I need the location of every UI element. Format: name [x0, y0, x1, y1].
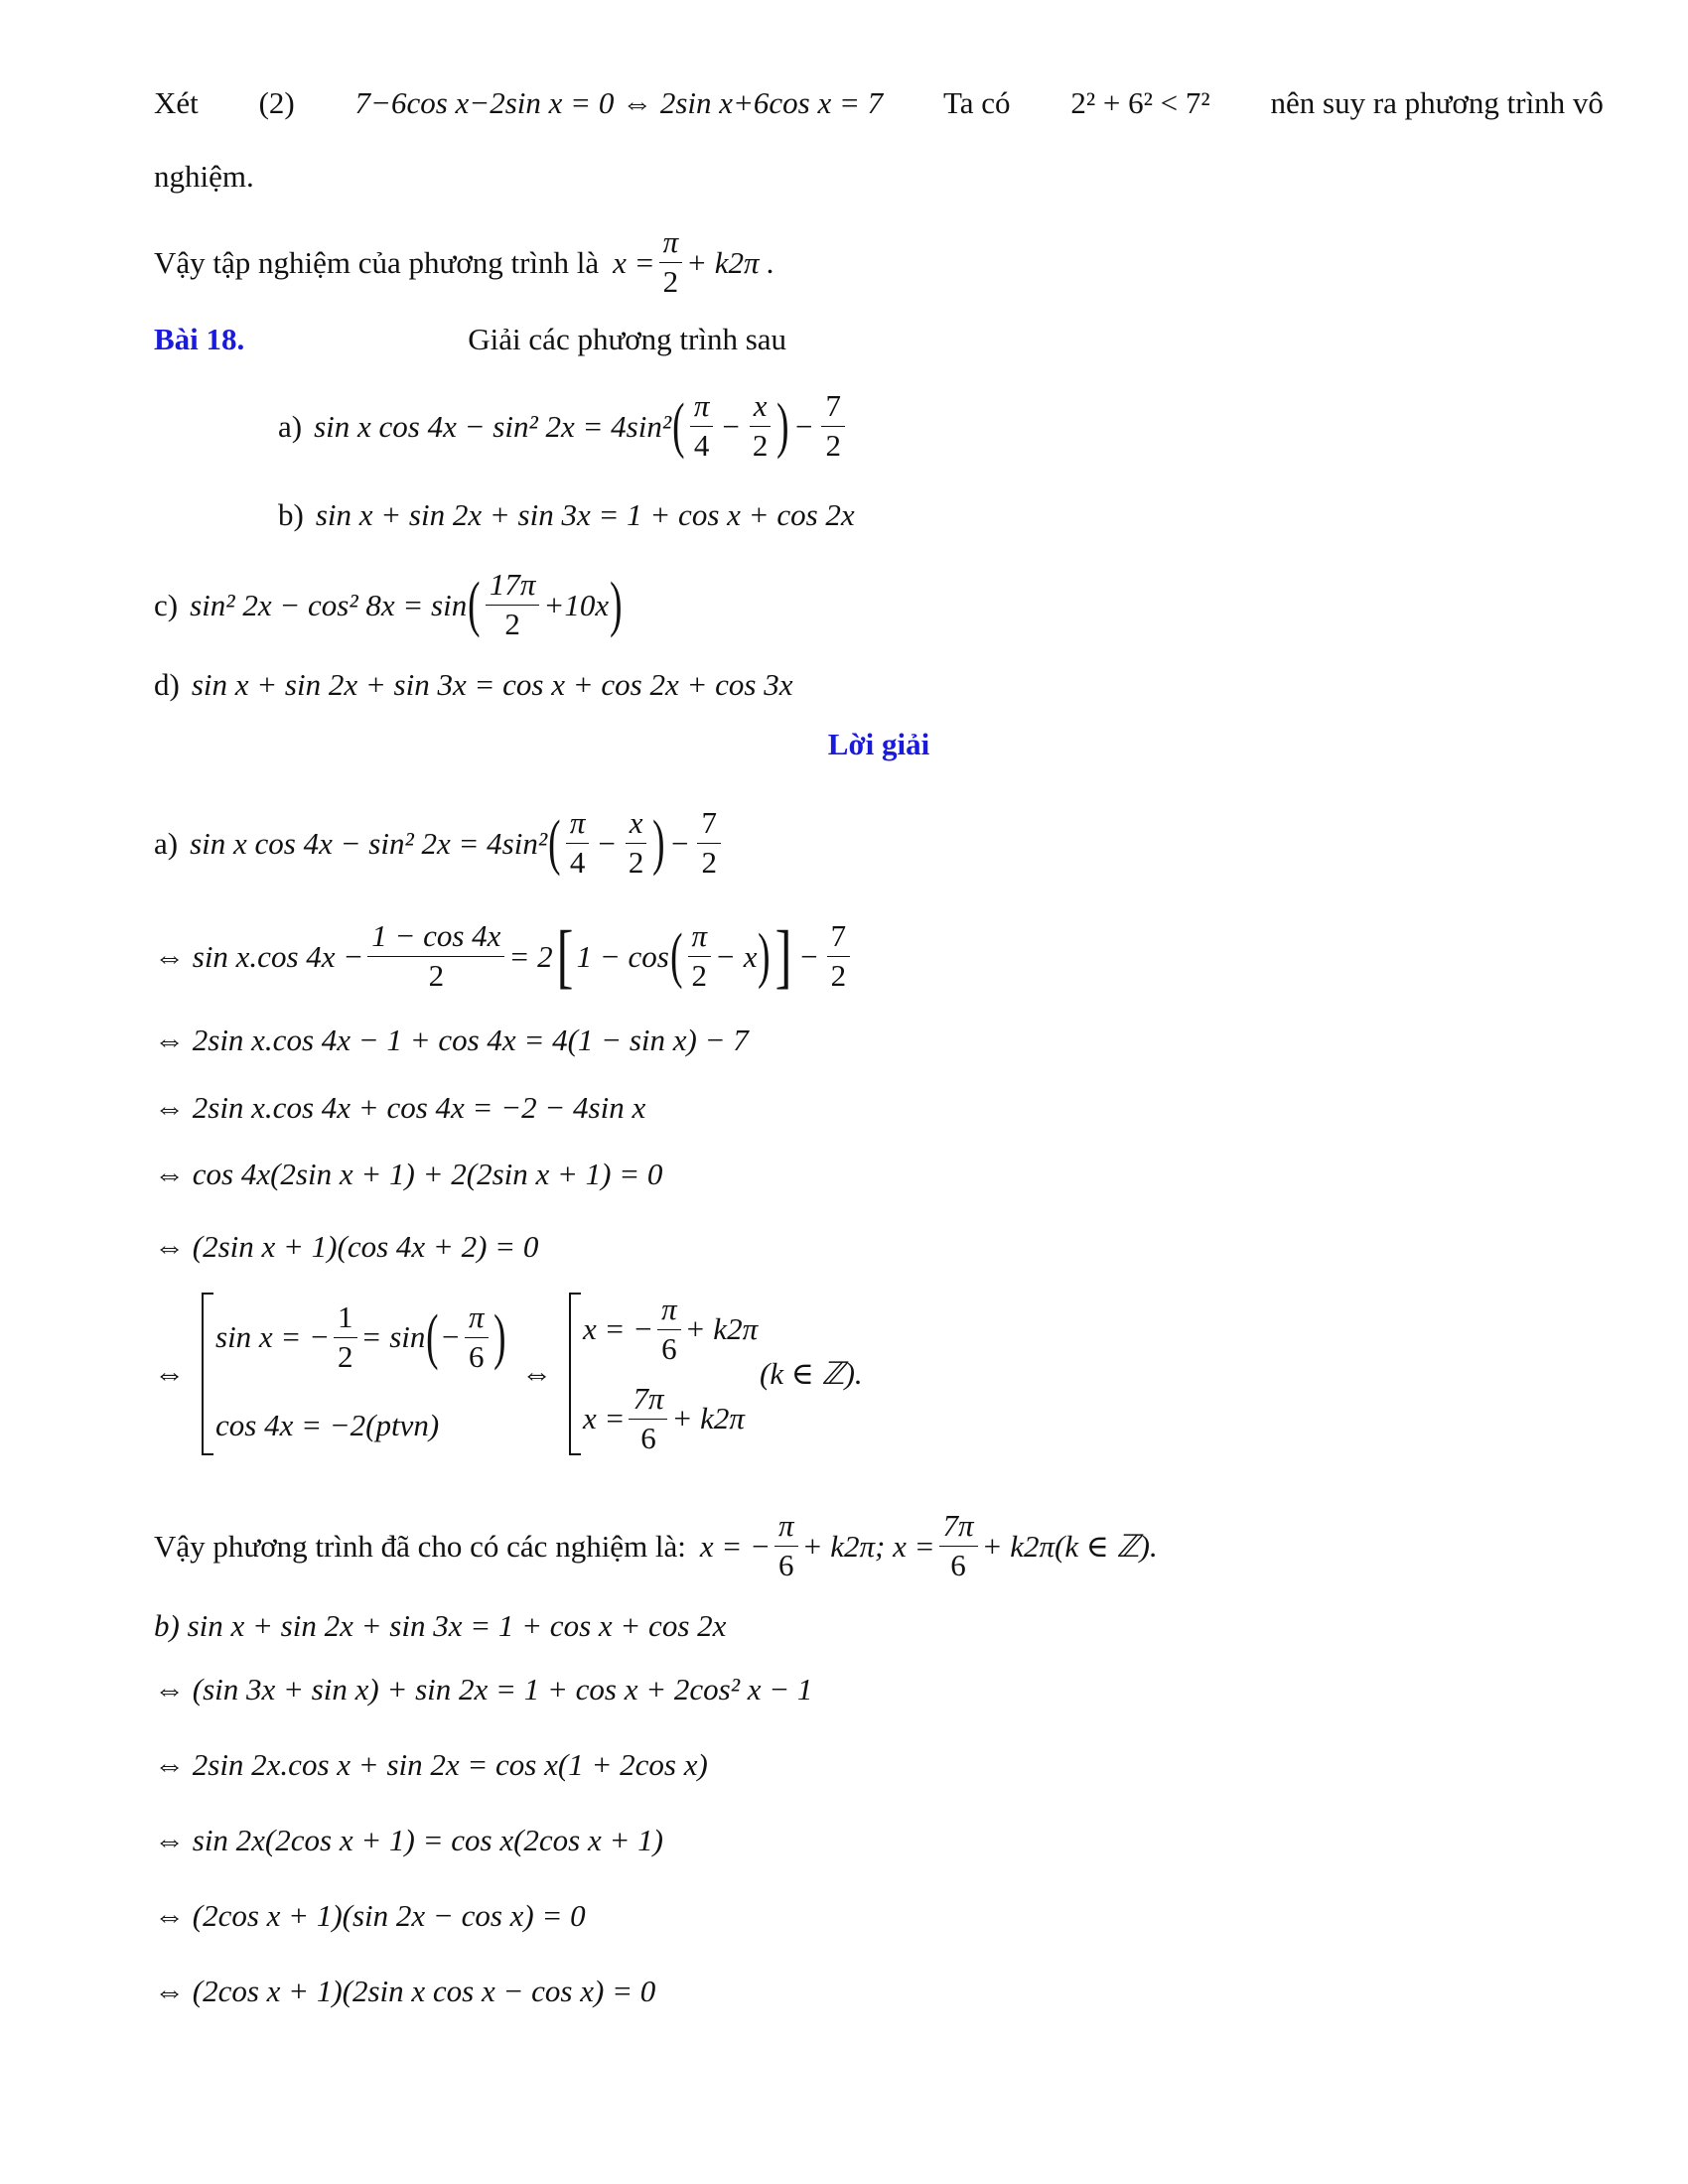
system2-row1: [583, 1291, 758, 1369]
solution-a-step-4: [154, 1159, 662, 1189]
frac-den: 6: [950, 1547, 966, 1582]
frac-num: π: [688, 917, 712, 957]
line-bai-18: [154, 324, 786, 354]
frac-den: 2: [428, 957, 445, 993]
loi-giai: Lời giải: [827, 727, 930, 761]
frac-den: 2: [830, 957, 847, 993]
equation-label: (2): [258, 85, 295, 120]
frac-num: 7: [827, 917, 851, 957]
close-paren: ): [652, 809, 665, 878]
frac-pi-6: [465, 1298, 489, 1377]
frac-den: 6: [640, 1420, 656, 1455]
row-left: x =: [583, 1401, 626, 1436]
equiv-arrow-2: ⇔: [521, 1356, 552, 1391]
frac-pi-6: [774, 1507, 798, 1585]
frac-num: π: [657, 1291, 681, 1330]
frac-x-2: [625, 804, 648, 883]
problem-c-left: sin² 2x − cos² 8x = sin: [190, 587, 468, 622]
frac-den: 2: [338, 1338, 353, 1374]
frac-num: π: [465, 1298, 489, 1338]
bai-title: Giải các phương trình sau: [468, 322, 787, 356]
solution-system: [154, 1291, 909, 1459]
step1-left: ⇔ sin x.cos 4x −: [154, 938, 364, 974]
frac-num: π: [659, 223, 683, 263]
system1-row2: [215, 1408, 439, 1443]
system-bracket-2: [569, 1293, 581, 1455]
problem-b-eq: sin x + sin 2x + sin 3x = 1 + cos x + cos 2x: [315, 497, 855, 532]
ta-co: Ta có: [943, 85, 1011, 120]
frac-7-2: [821, 387, 845, 466]
close-bracket: ]: [774, 916, 792, 997]
line-tap-nghiem: [154, 223, 774, 302]
b-step-1: ⇔ (sin 3x + sin x) + sin 2x = 1 + cos x + 2cos² x − 1: [154, 1672, 813, 1706]
solution-b-3: [154, 1825, 663, 1855]
frac-num: π: [690, 387, 714, 427]
step2: ⇔ 2sin x.cos 4x − 1 + cos 4x = 4(1 − sin x) − 7: [154, 1023, 749, 1057]
b-step-2: ⇔ 2sin 2x.cos x + sin 2x = cos x(1 + 2cos x): [154, 1747, 708, 1782]
open-paren: (: [468, 571, 481, 639]
line-xet-2: [154, 87, 1604, 118]
b-step-4: ⇔ (2cos x + 1)(sin 2x − cos x) = 0: [154, 1898, 586, 1933]
row-left: x = −: [583, 1311, 654, 1347]
step5: ⇔ (2sin x + 1)(cos 4x + 2) = 0: [154, 1229, 539, 1264]
open-bracket: [: [556, 916, 574, 997]
frac-den: 6: [661, 1330, 677, 1366]
problem-c: [154, 566, 624, 644]
k2pi-tail: + k2π .: [686, 244, 775, 280]
frac-den: 4: [693, 427, 710, 463]
b-step-0: b) sin x + sin 2x + sin 3x = 1 + cos x + cos 2x: [154, 1608, 727, 1643]
frac-num: x: [750, 387, 772, 427]
frac-7pi-6: [629, 1380, 667, 1458]
frac-den: 2: [628, 844, 644, 880]
close-paren: ): [492, 1303, 506, 1372]
frac-den: 2: [701, 844, 717, 880]
problem-b-label: b): [278, 497, 304, 532]
open-paren: (: [426, 1303, 439, 1372]
frac-den: 4: [569, 844, 586, 880]
frac-num: 7: [821, 387, 845, 427]
minus-x: − x: [715, 938, 758, 974]
problem-b: [278, 499, 855, 530]
row-tail: + k2π: [684, 1311, 759, 1347]
row-mid: = sin: [360, 1319, 426, 1355]
b-step-3: ⇔ sin 2x(2cos x + 1) = cos x(2cos x + 1): [154, 1823, 663, 1857]
step4: ⇔ cos 4x(2sin x + 1) + 2(2sin x + 1) = 0: [154, 1157, 663, 1191]
frac-pi-4: [566, 804, 590, 883]
frac-num: π: [566, 804, 590, 844]
line-nghiem: [154, 161, 254, 192]
frac-den: 2: [504, 606, 520, 641]
frac-num: x: [626, 804, 647, 844]
fraction-pi-2: [659, 223, 683, 302]
open-paren: (: [548, 809, 561, 878]
problem-a-label: a): [154, 825, 179, 861]
conclusion-tail: nên suy ra phương trình vô: [1270, 85, 1604, 120]
equiv-arrow: ⇔: [154, 1356, 185, 1391]
step1-mid: = 2: [508, 938, 553, 974]
frac-num: 7: [697, 804, 721, 844]
solution-heading: [0, 729, 1688, 759]
problem-d-label: d): [154, 667, 180, 702]
frac-num: 7π: [939, 1507, 978, 1547]
frac-pi-4: [690, 387, 714, 466]
frac-pi-6: [657, 1291, 681, 1369]
problem-c-label: c): [154, 587, 179, 622]
step1-inner: 1 − cos: [576, 938, 669, 974]
solution-a-restate: a) sin x cos 4x − sin² 2x = 4sin² ( $\frac{\pi}{4}$ − $\frac{x}{2}$ ) − $\frac{7}{2}$: [154, 804, 725, 883]
frac-7pi-6: [939, 1507, 978, 1585]
tap-nghiem-prefix: Vậy tập nghiệm của phương trình là: [154, 244, 600, 280]
system-bracket: [202, 1293, 213, 1455]
solution-a-step-2: [154, 1024, 749, 1055]
nghiem-text: nghiệm.: [154, 159, 254, 194]
equation-xet: 7−6cos x−2sin x = 0 ⇔ 2sin x+6cos x = 7: [354, 85, 884, 120]
frac-x-2: [749, 387, 773, 466]
problem-d-eq: sin x + sin 2x + sin 3x = cos x + cos 2x + cos 3x: [191, 667, 793, 702]
close-paren: ): [776, 392, 789, 461]
problem-d: [154, 669, 792, 700]
step3: ⇔ 2sin x.cos 4x + cos 4x = −2 − 4sin x: [154, 1090, 646, 1125]
solution-b-2: [154, 1749, 708, 1780]
frac-num: 7π: [629, 1380, 667, 1420]
solution-b-1: [154, 1674, 812, 1705]
conclusion-prefix: Vậy phương trình đã cho có các nghiệm là:: [154, 1528, 686, 1564]
open-paren: (: [669, 922, 683, 991]
frac-den: 6: [778, 1547, 794, 1582]
bai-label: Bài 18.: [154, 322, 245, 356]
conclusion-x1: x = −: [699, 1528, 772, 1564]
x-equals: x =: [613, 244, 655, 280]
system1-row1: [215, 1298, 506, 1377]
conclusion-mid: + k2π; x =: [801, 1528, 935, 1564]
close-paren: ): [758, 922, 772, 991]
row-tail: + k2π: [671, 1401, 745, 1436]
solution-a-conclusion: [154, 1507, 1158, 1585]
frac-num: 17π: [486, 566, 540, 606]
xet-prefix: Xét: [154, 85, 199, 120]
problem-a-left: sin x cos 4x − sin² 2x = 4sin²: [190, 825, 548, 861]
system2-row2: [583, 1380, 745, 1458]
close-paren: ): [610, 571, 623, 639]
row-inner: −: [440, 1319, 461, 1355]
frac-den: 2: [825, 427, 841, 463]
frac-7-2: [827, 917, 851, 996]
inequality: 2² + 6² < 7²: [1070, 85, 1210, 120]
k-in-z: (k ∈ ℤ).: [760, 1356, 863, 1391]
frac-den: 6: [468, 1338, 485, 1374]
solution-a-step-5: [154, 1231, 538, 1262]
row-text: cos 4x = −2(ptvn): [215, 1408, 440, 1442]
frac-num: π: [774, 1507, 798, 1547]
frac-pi-2: [688, 917, 712, 996]
solution-a-step-1: ⇔ sin x.cos 4x − $\frac{1 - \cos 4x}{2}$ = 2 [ 1 − cos ( $\frac{\pi}{2}$ − x ) ] − $\frac{7}{2}$: [154, 917, 854, 996]
frac-num: 1: [334, 1298, 357, 1338]
problem-a-left: sin x cos 4x − sin² 2x = 4sin²: [314, 408, 672, 444]
frac-den: 2: [752, 427, 769, 463]
row-left: sin x = −: [215, 1319, 331, 1355]
solution-b-4: [154, 1900, 586, 1931]
conclusion-tail: + k2π(k ∈ ℤ).: [981, 1528, 1158, 1564]
frac-7-2: [697, 804, 721, 883]
frac-1-cos4x-2: [367, 917, 504, 996]
solution-b-5: [154, 1976, 655, 2006]
problem-a-label: a): [278, 408, 303, 444]
solution-a-step-3: [154, 1092, 645, 1123]
frac-num: 1 − cos 4x: [367, 917, 504, 957]
problem-c-tail: +10x: [543, 587, 610, 622]
frac-den: 2: [662, 263, 679, 299]
problem-a: a) sin x cos 4x − sin² 2x = 4sin² ( $\frac{\pi}{4}$ − $\frac{x}{2}$ ) − $\frac{7}{2}$: [278, 387, 849, 466]
frac-den: 2: [691, 957, 708, 993]
frac-1-2: [334, 1298, 357, 1377]
frac-17pi-2: [486, 566, 540, 644]
solution-b-0: [154, 1610, 726, 1641]
open-paren: (: [672, 392, 685, 461]
b-step-5: ⇔ (2cos x + 1)(2sin x cos x − cos x) = 0: [154, 1974, 656, 2008]
